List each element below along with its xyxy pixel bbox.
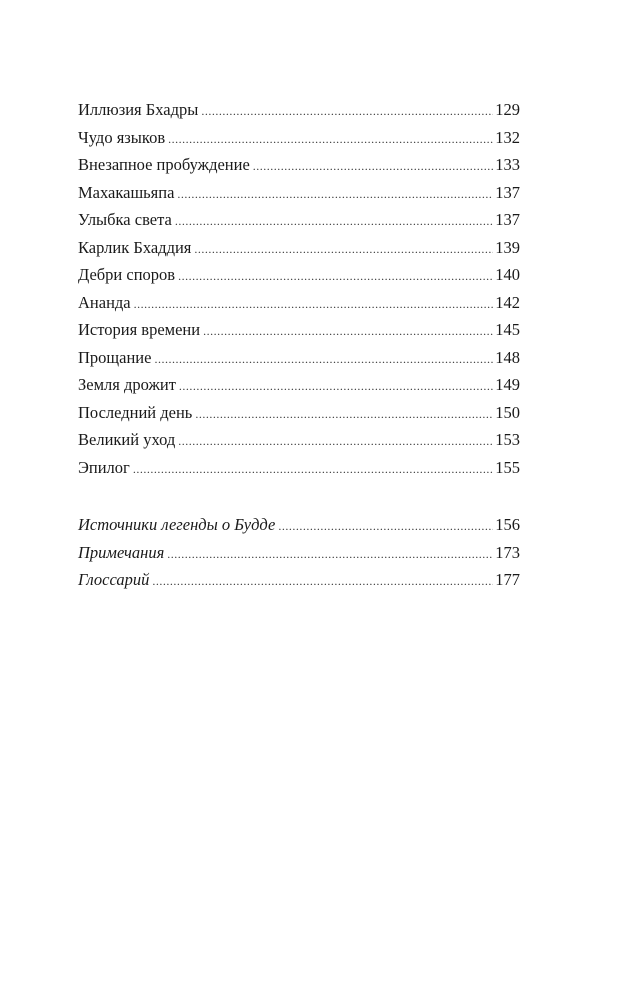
dot-leader xyxy=(168,126,493,154)
toc-entry-page: 137 xyxy=(495,210,520,229)
toc-entry-page: 150 xyxy=(495,402,520,422)
dot-leader xyxy=(152,568,493,596)
toc-entry-page: 139 xyxy=(495,237,520,257)
dot-leader xyxy=(175,208,493,236)
dot-leader xyxy=(179,373,493,401)
dot-leader xyxy=(195,401,493,429)
toc-entry xyxy=(78,454,520,482)
toc-entry-title: Дебри споров xyxy=(78,265,176,284)
toc-entry-page: 129 xyxy=(495,100,520,119)
toc-entry xyxy=(78,179,520,207)
toc-entry-title: Внезапное пробуждение xyxy=(78,155,250,174)
dot-leader xyxy=(178,428,493,456)
toc-entry-page: 177 xyxy=(495,570,520,589)
toc-entry-title: Прощание xyxy=(78,347,152,367)
toc-entry-title: Улыбка света xyxy=(78,210,172,229)
dot-leader xyxy=(201,98,493,126)
toc-entry-page: 156 xyxy=(495,515,520,534)
toc-entry-page: 132 xyxy=(495,127,520,147)
toc-entry xyxy=(78,399,520,427)
toc-entry-page: 153 xyxy=(495,430,520,449)
dot-leader xyxy=(278,513,493,541)
toc-entry-title: Земля дрожит xyxy=(78,375,176,394)
toc-entry-title: Ананда xyxy=(78,292,131,312)
dot-leader xyxy=(133,456,493,484)
toc-entry-page: 140 xyxy=(495,265,520,284)
dot-leader xyxy=(203,318,493,346)
toc-entry-page: 145 xyxy=(495,320,520,339)
toc-entry xyxy=(78,344,520,372)
toc-entry-page: 149 xyxy=(495,375,520,394)
dot-leader xyxy=(154,346,493,374)
toc-entry xyxy=(78,566,520,594)
toc-entry-title: Последний день xyxy=(78,402,193,422)
toc-entry-page: 142 xyxy=(495,292,520,312)
toc-entry-page: 137 xyxy=(495,182,520,202)
toc-entry-page: 148 xyxy=(495,347,520,367)
table-of-contents xyxy=(78,96,520,594)
dot-leader xyxy=(194,236,493,264)
dot-leader xyxy=(134,291,494,319)
dot-leader xyxy=(167,541,493,569)
toc-entry-page: 173 xyxy=(495,542,520,562)
toc-entry xyxy=(78,426,520,454)
toc-entry xyxy=(78,151,520,179)
toc-entry xyxy=(78,261,520,289)
toc-entry-title: Великий уход xyxy=(78,430,176,449)
dot-leader xyxy=(253,153,493,181)
toc-entry-page: 133 xyxy=(495,155,520,174)
toc-entry xyxy=(78,96,520,124)
toc-entry-title: Примечания xyxy=(78,542,165,562)
toc-entry xyxy=(78,289,520,317)
toc-entry xyxy=(78,316,520,344)
toc-entry-title: Эпилог xyxy=(78,457,130,477)
toc-entry-title: Иллюзия Бхадры xyxy=(78,100,199,119)
toc-entry-title: Карлик Бхаддия xyxy=(78,237,192,257)
toc-entry xyxy=(78,234,520,262)
toc-entry-title: Источники легенды о Будде xyxy=(78,515,276,534)
toc-entry xyxy=(78,124,520,152)
toc-entry-title: Махакашьяпа xyxy=(78,182,175,202)
toc-entry xyxy=(78,206,520,234)
toc-entry-title: История времени xyxy=(78,320,201,339)
toc-entry xyxy=(78,539,520,567)
chapter-list xyxy=(78,96,520,481)
toc-entry xyxy=(78,511,520,539)
toc-entry-title: Чудо языков xyxy=(78,127,166,147)
dot-leader xyxy=(177,181,493,209)
dot-leader xyxy=(178,263,493,291)
toc-entry-page: 155 xyxy=(495,457,520,477)
toc-entry xyxy=(78,371,520,399)
toc-entry-title: Глоссарий xyxy=(78,570,150,589)
back-matter-list xyxy=(78,511,520,594)
